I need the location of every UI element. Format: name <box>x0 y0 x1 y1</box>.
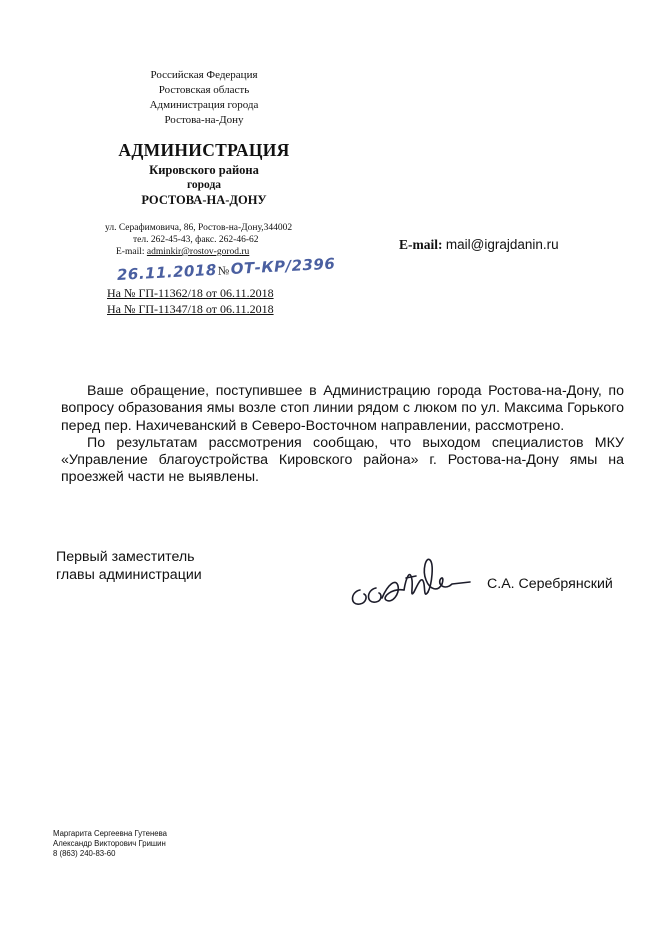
recipient-email <box>399 237 559 253</box>
org-email-link[interactable]: adminkir@rostov-gorod.ru <box>146 247 250 257</box>
header-region: Ростовская область <box>158 84 250 96</box>
registration-number: ОТ-КР/2396 <box>230 254 336 279</box>
registration-number-sign: № <box>217 263 231 278</box>
org-city-caps: РОСТОВА-НА-ДОНУ <box>141 193 267 207</box>
executor-2: Александр Викторович Гришин <box>53 839 166 848</box>
org-district: Кировского района <box>149 163 259 177</box>
header-city: Ростова-на-Дону <box>164 114 244 126</box>
header-country: Российская Федерация <box>150 69 258 81</box>
org-gorod: города <box>186 179 222 191</box>
body-paragraph-1: Ваше обращение, поступившее в Администрацию города Ростова-на-Дону, по вопросу образования ямы возле стоп линии рядом с люком по ул. Максима Горького перед пер. Нахичеванский в Северо-Восточном направлении, рассмотрено. <box>61 383 624 434</box>
reference-line-2: На № ГП-11347/18 от 06.11.2018 <box>107 302 274 316</box>
recipient-email-address[interactable]: mail@igrajdanin.ru <box>445 237 559 252</box>
org-title: АДМИНИСТРАЦИЯ <box>118 140 290 160</box>
org-email-label: E-mail: <box>116 247 145 257</box>
org-address: ул. Серафимовича, 86, Ростов-на-Дону,344002 <box>105 223 293 233</box>
header-city-admin: Администрация города <box>149 99 259 111</box>
registration-date: 26.11.2018 <box>116 260 218 284</box>
recipient-email-label: E-mail: <box>399 237 443 252</box>
signer-name: С.А. Серебрянский <box>487 576 613 592</box>
org-phone: тел. 262-45-43, факс. 262-46-62 <box>133 235 259 245</box>
org-email-line <box>116 246 249 258</box>
body-paragraph-2: По результатам рассмотрения сообщаю, что выходом специалистов МКУ «Управление благоустройства Кировского района» г. Ростова-на-Дону ямы на проезжей части не выявлены. <box>61 434 624 486</box>
executor-phone: 8 (863) 240-83-60 <box>53 849 116 858</box>
executor-1: Маргарита Сергеевна Гутенева <box>53 829 167 838</box>
handwritten-signature <box>346 548 472 620</box>
letter-body <box>61 383 624 487</box>
reference-line-1: На № ГП-11362/18 от 06.11.2018 <box>107 286 274 300</box>
registration-stamp <box>117 255 336 284</box>
signer-title-line-1: Первый заместитель <box>56 549 195 565</box>
signer-title-line-2: главы администрации <box>56 567 202 583</box>
